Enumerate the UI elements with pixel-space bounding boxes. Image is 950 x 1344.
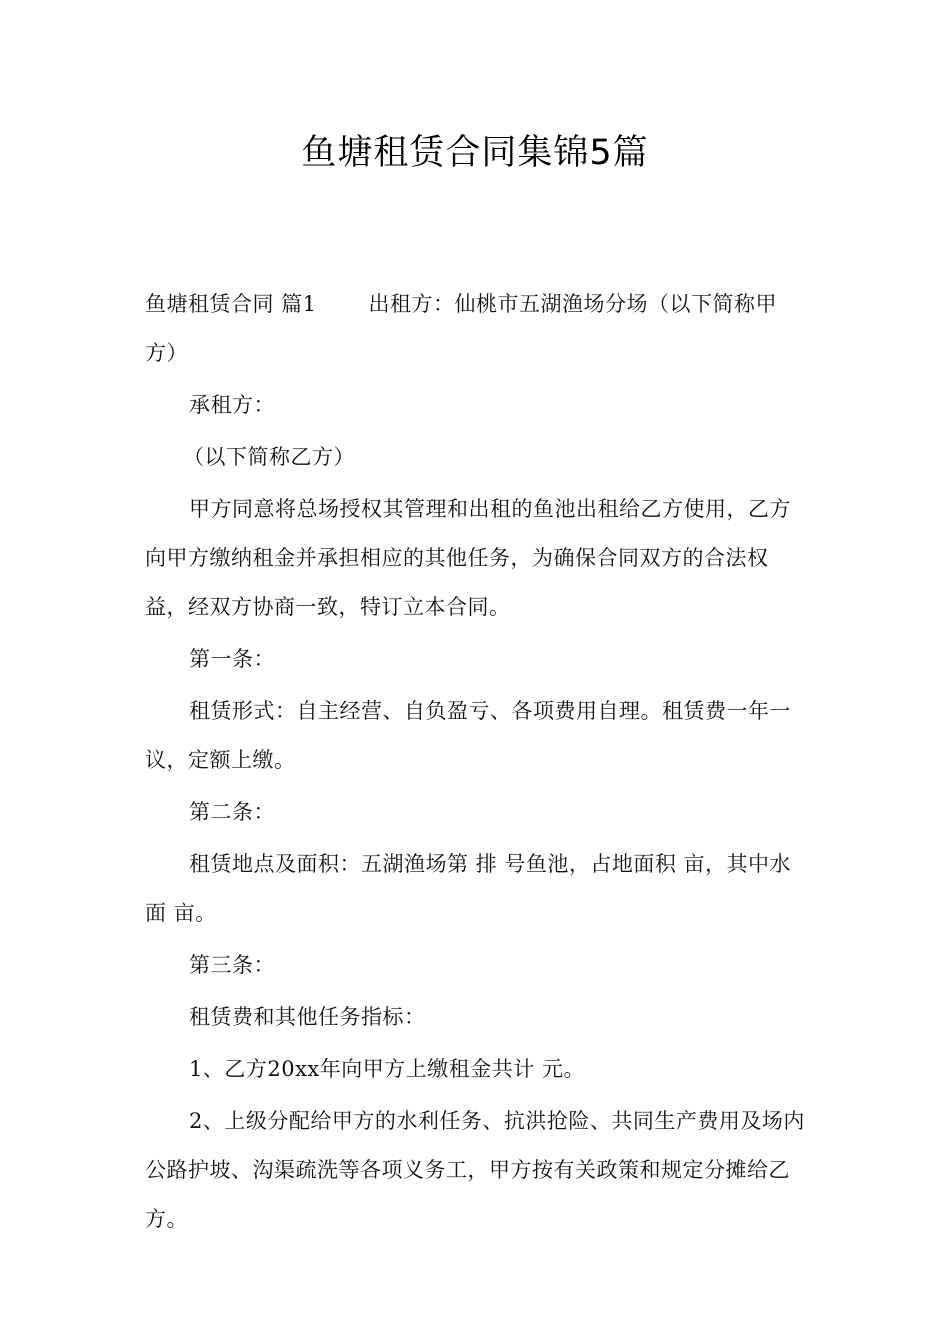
article-3-item-2: 2、上级分配给甲方的水利任务、抗洪抢险、共同生产费用及场内公路护坡、沟渠疏洗等各项义务工，甲方按有关政策和规定分摊给乙方。 xyxy=(145,1109,805,1231)
preamble-paragraph: 甲方同意将总场授权其管理和出租的鱼池出租给乙方使用，乙方向甲方缴纳租金并承担相应的其他任务，为确保合同双方的合法权益，经双方协商一致，特订立本合同。 xyxy=(145,497,791,619)
article-3-text: 租赁费和其他任务指标： xyxy=(189,1005,426,1029)
article-2-heading: 第二条： xyxy=(189,800,275,824)
lessor-line: 出租方：仙桃市五湖渔场分场（以下简称甲方） xyxy=(145,292,778,365)
first-paragraph xyxy=(145,280,805,378)
article-3-item-1: 1、乙方20xx年向甲方上缴租金共计 元。 xyxy=(189,1057,585,1081)
article-1-text: 租赁形式：自主经营、自负盈亏、各项费用自理。租赁费一年一议，定额上缴。 xyxy=(145,699,791,772)
section-heading: 鱼塘租赁合同 篇1 xyxy=(145,292,317,316)
lessee-line: 承租方： xyxy=(189,393,275,417)
lessee-abbrev-line: （以下简称乙方） xyxy=(183,445,355,469)
document-title: 鱼塘租赁合同集锦5篇 xyxy=(301,133,649,173)
article-3-heading: 第三条： xyxy=(189,953,275,977)
document-body xyxy=(145,280,805,1247)
article-1-heading: 第一条： xyxy=(189,647,275,671)
article-2-text: 租赁地点及面积：五湖渔场第 排 号鱼池，占地面积 亩，其中水面 亩。 xyxy=(145,852,792,925)
